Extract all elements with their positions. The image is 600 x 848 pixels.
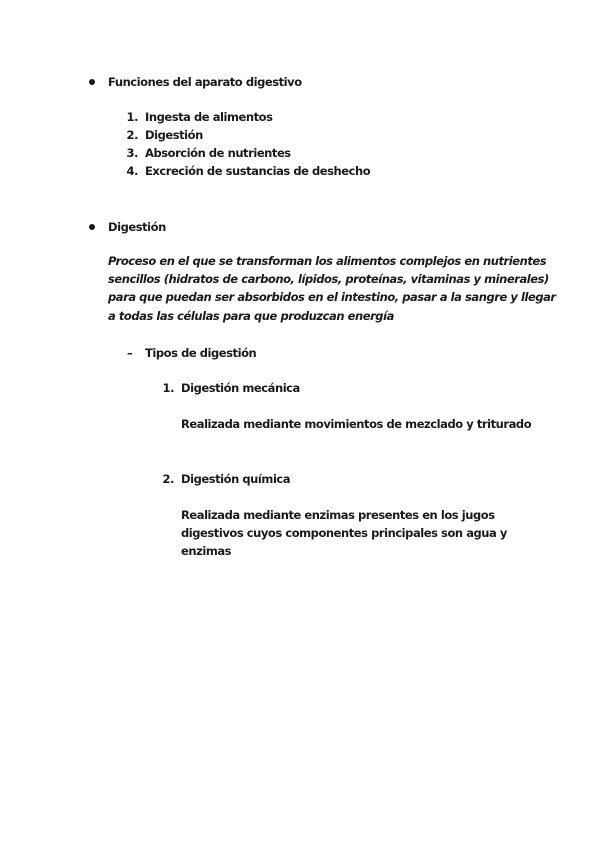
list-item: Digestión — [145, 128, 203, 142]
type-number: 1. — [162, 381, 174, 395]
section-title-funciones: Funciones del aparato digestivo — [108, 75, 302, 89]
type-description-quimica — [181, 506, 507, 561]
definition-line: a todas las células para que produzcan energía — [108, 308, 394, 323]
type-title-mecanica: Digestión mecánica — [181, 381, 300, 395]
list-item-number: 3. — [126, 146, 138, 160]
dash-bullet: – — [127, 346, 133, 360]
type-description-mecanica — [181, 415, 531, 433]
digestion-definition — [108, 252, 556, 325]
definition-line: para que puedan ser absorbidos en el intestino, pasar a la sangre y llegar — [108, 290, 556, 305]
list-item: Absorción de nutrientes — [145, 146, 291, 160]
definition-line: sencillos (hidratos de carbono, lípidos, proteínas, vitaminas y minerales) — [108, 272, 549, 287]
list-item-number: 1. — [126, 110, 138, 124]
description-line: digestivos cuyos componentes principales son agua y — [181, 526, 507, 541]
description-line: Realizada mediante enzimas presentes en los jugos — [181, 508, 495, 522]
list-item: Excreción de sustancias de deshecho — [145, 164, 371, 178]
list-item-number: 4. — [126, 164, 138, 178]
bullet-icon — [89, 79, 95, 85]
list-item: Ingesta de alimentos — [145, 110, 273, 124]
description-line: Realizada mediante movimientos de mezclado y triturado — [181, 417, 532, 431]
list-item-number: 2. — [126, 128, 138, 142]
description-line: enzimas — [181, 544, 232, 559]
subheading-tipos: Tipos de digestión — [145, 346, 257, 360]
bullet-icon — [89, 224, 95, 230]
section-title-digestion: Digestión — [108, 220, 166, 234]
type-number: 2. — [162, 472, 174, 486]
type-title-quimica: Digestión química — [181, 472, 291, 486]
definition-line: Proceso en el que se transforman los alimentos complejos en nutrientes — [108, 254, 547, 268]
